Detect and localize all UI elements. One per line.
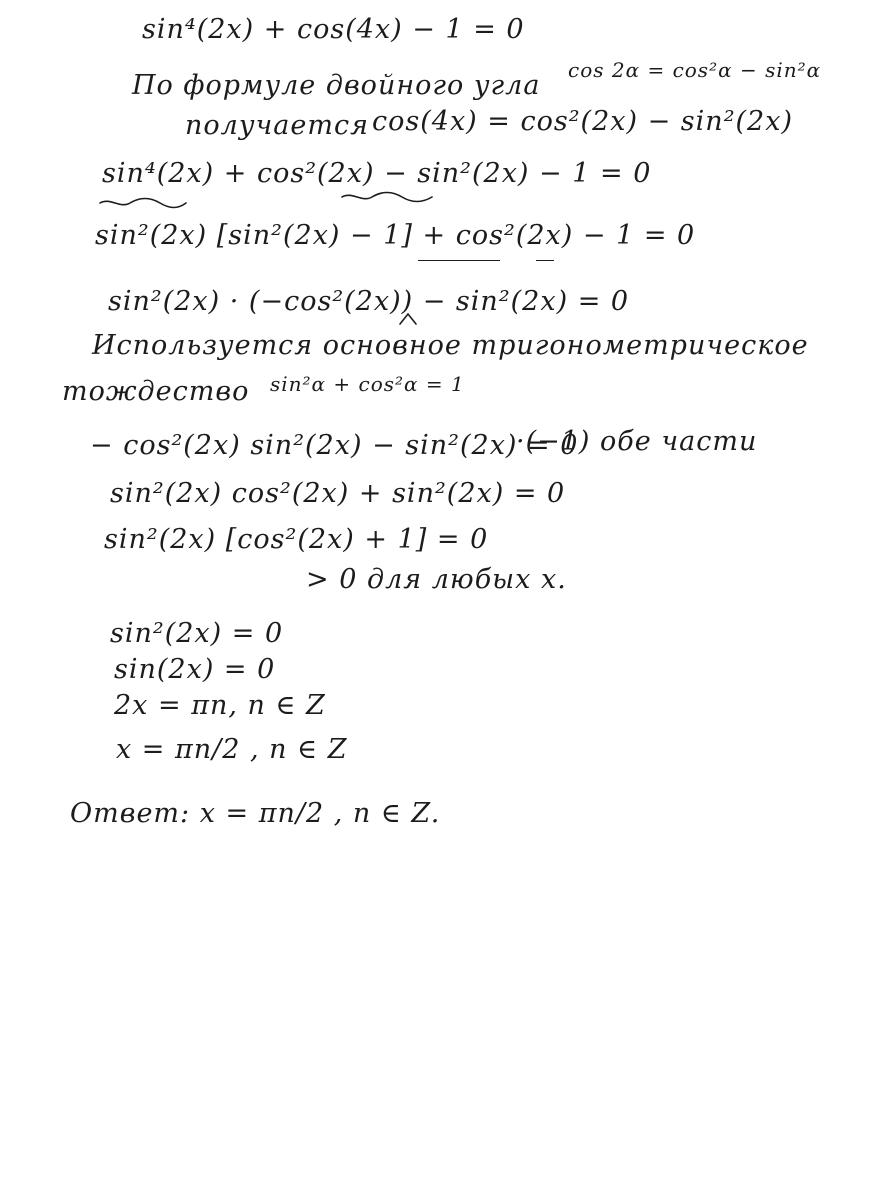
equation-product: sin²(2x) [cos²(2x) + 1] = 0 <box>104 524 489 555</box>
text-double-angle: По формуле двойного угла <box>132 70 541 101</box>
text-positive-for-any-x: > 0 для любых x. <box>306 564 567 595</box>
text-identity: тождество <box>62 376 250 407</box>
equation-2x: 2x = πn, n ∈ Z <box>114 690 326 721</box>
equation-sin2-zero: sin²(2x) = 0 <box>110 618 284 649</box>
underline-minus-one <box>536 260 554 261</box>
underline-cos2 <box>418 260 500 261</box>
text-results-in: получается <box>185 110 369 141</box>
equation-identity-applied: sin²(2x) · (−cos²(2x)) − sin²(2x) = 0 <box>108 286 630 317</box>
equation-x: x = πn/2 , n ∈ Z <box>116 734 348 765</box>
equation-original: sin⁴(2x) + cos(4x) − 1 = 0 <box>142 14 525 45</box>
equation-factored: sin²(2x) [sin²(2x) − 1] + cos²(2x) − 1 = 0 <box>95 220 696 251</box>
text-multiply-both-sides: ·(−1) обе части <box>516 426 758 457</box>
answer-line: Ответ: x = πn/2 , n ∈ Z. <box>70 798 441 829</box>
caret-mark <box>398 312 418 326</box>
underline-wave-sin4 <box>98 196 188 210</box>
equation-negated: − cos²(2x) sin²(2x) − sin²(2x) = 0 <box>90 430 579 461</box>
formula-pythagorean: sin²α + cos²α = 1 <box>270 372 465 396</box>
equation-positive: sin²(2x) cos²(2x) + sin²(2x) = 0 <box>110 478 566 509</box>
formula-double-angle: cos 2α = cos²α − sin²α <box>568 58 822 82</box>
formula-cos4x: cos(4x) = cos²(2x) − sin²(2x) <box>372 106 793 137</box>
underline-wave-sin2 <box>340 190 435 204</box>
text-uses-identity: Используется основное тригонометрическое <box>92 330 809 361</box>
equation-sin-zero: sin(2x) = 0 <box>114 654 276 685</box>
equation-substituted: sin⁴(2x) + cos²(2x) − sin²(2x) − 1 = 0 <box>102 158 652 189</box>
